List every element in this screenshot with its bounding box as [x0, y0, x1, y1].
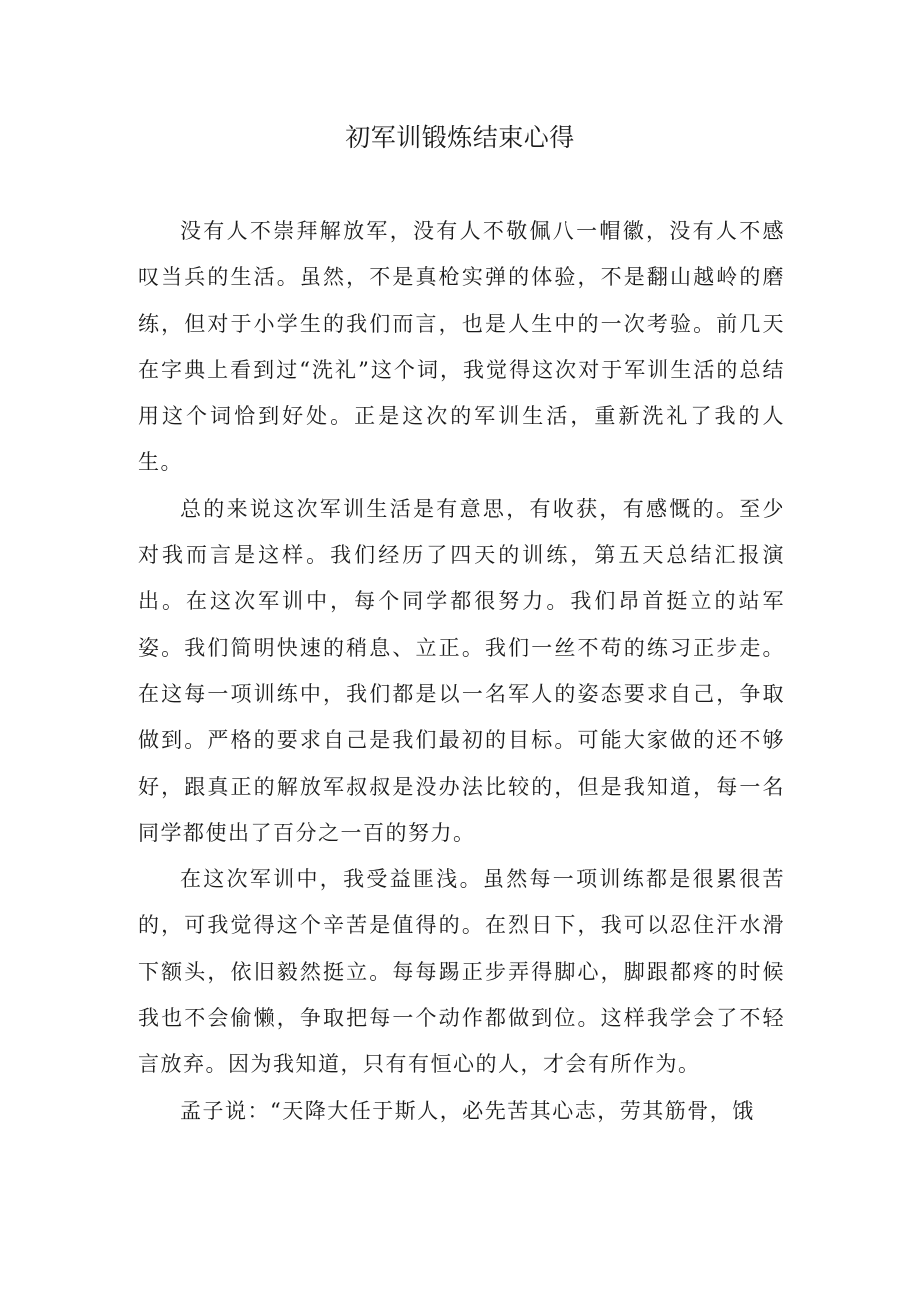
paragraph-2: 总的来说这次军训生活是有意思，有收获，有感慨的。至少对我而言是这样。我们经历了四天的训练，第五天总结汇报演出。在这次军训中，每个同学都很努力。我们昂首挺立的站军姿。我们简明快速的稍息、立正。我们一丝不苟的练习正步走。在这每一项训练中，我们都是以一名军人的姿态要求自己，争取做到。严格的要求自己是我们最初的目标。可能大家做的还不够好，跟真正的解放军叔叔是没办法比较的，但是我知道，每一名同学都使出了百分之一百的努力。	[138, 496, 785, 845]
document-body	[138, 208, 785, 1134]
paragraph-1: 没有人不崇拜解放军，没有人不敬佩八一帽徽，没有人不感叹当兵的生活。虽然，不是真枪实弹的体验，不是翻山越岭的磨练，但对于小学生的我们而言，也是人生中的一次考验。前几天在字典上看到过“洗礼”这个词，我觉得这次对于军训生活的总结用这个词恰到好处。正是这次的军训生活，重新洗礼了我的人生。	[138, 219, 785, 475]
paragraph-4: 孟子说：“天降大任于斯人，必先苦其心志，劳其筋骨，饿	[180, 1098, 755, 1123]
document-title: 初军训锻炼结束心得	[345, 123, 575, 152]
paragraph-3: 在这次军训中，我受益匪浅。虽然每一项训练都是很累很苦的，可我觉得这个辛苦是值得的。在烈日下，我可以忍住汗水滑下额头，依旧毅然挺立。每每踢正步弄得脚心，脚跟都疼的时候我也不会偷懒，争取把每一个动作都做到位。这样我学会了不轻言放弃。因为我知道，只有有恒心的人，才会有所作为。	[138, 867, 785, 1077]
